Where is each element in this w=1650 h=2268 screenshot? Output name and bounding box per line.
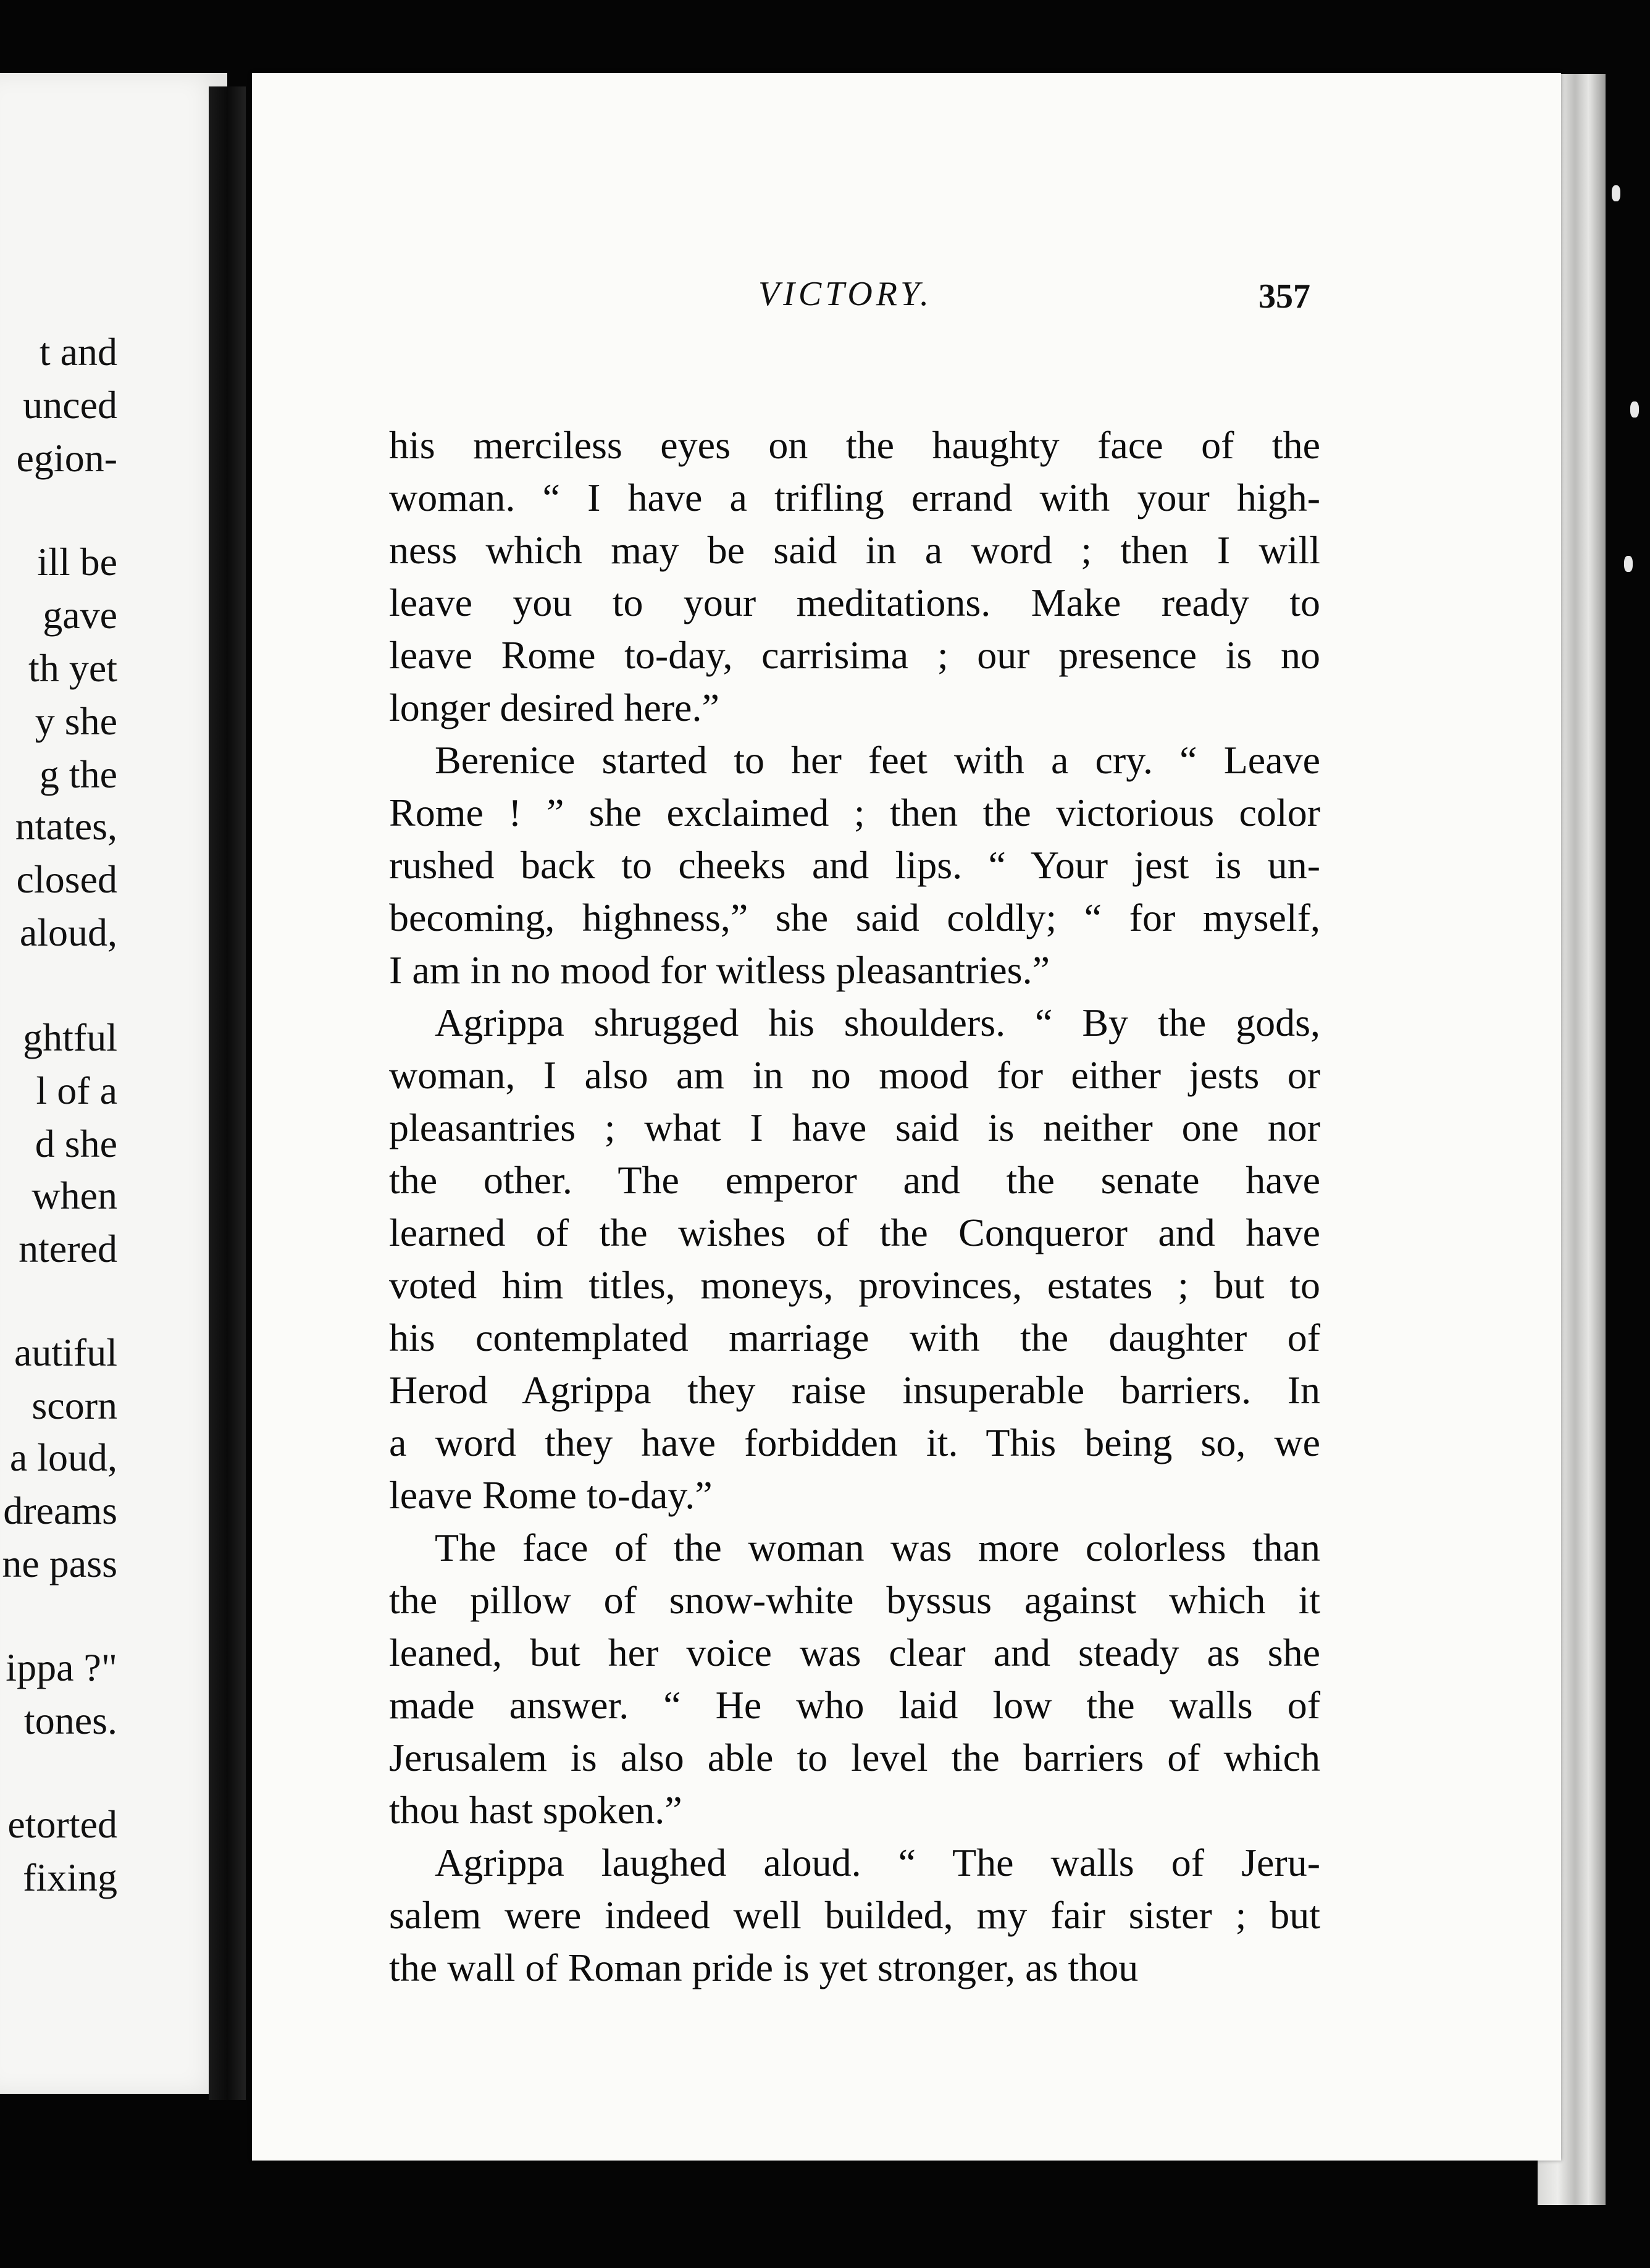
text-line: Agrippa laughed aloud. “ The walls of Jeru- (435, 1841, 1320, 1884)
body-text (389, 419, 1320, 1994)
text-line: longer desired here.” (389, 686, 719, 729)
left-page-line-fragment: th yet (28, 646, 117, 690)
left-page-line-fragment: a loud, (9, 1435, 117, 1479)
left-page-line-fragment: t and (39, 330, 117, 374)
text-line: Rome ! ” she exclaimed ; then the victorious color (389, 791, 1320, 834)
left-page-line-fragment: aloud, (19, 910, 117, 954)
text-line: I am in no mood for witless pleasantries.” (389, 948, 1050, 992)
text-line: made answer. “ He who laid low the walls of (389, 1683, 1320, 1727)
text-line: Herod Agrippa they raise insuperable barriers. In (389, 1368, 1320, 1412)
left-page-line-fragment: ippa ?" (6, 1645, 117, 1689)
left-page-line-fragment: autiful (14, 1330, 117, 1374)
book-gutter (209, 86, 246, 2100)
text-line: leave Rome to-day, carrisima ; our presence is no (389, 633, 1320, 677)
left-page-line-fragment: y she (35, 699, 117, 743)
text-line: woman. “ I have a trifling errand with your high- (389, 476, 1320, 519)
text-line: the pillow of snow-white byssus against which it (389, 1578, 1320, 1622)
left-page (0, 73, 227, 2094)
text-line: leave you to your meditations. Make ready to (389, 581, 1320, 624)
left-page-text-fragments (0, 73, 117, 2094)
left-page-line-fragment: unced (23, 383, 117, 427)
left-page-line-fragment: dreams (3, 1489, 117, 1532)
left-page-line-fragment: d she (35, 1122, 117, 1166)
running-title: VICTORY. (758, 275, 932, 313)
scan-speck (1612, 185, 1620, 201)
text-line: rushed back to cheeks and lips. “ Your jest is un- (389, 843, 1320, 887)
text-line: salem were indeed well builded, my fair sister ; but (389, 1893, 1320, 1937)
left-page-line-fragment: egion- (16, 436, 117, 480)
left-page-line-fragment: closed (16, 857, 117, 901)
page-number: 357 (1258, 277, 1310, 316)
left-page-line-fragment: tones. (23, 1699, 117, 1742)
left-page-line-fragment: gave (43, 593, 117, 637)
paragraph (389, 734, 1320, 996)
text-line: Agrippa shrugged his shoulders. “ By the gods, (435, 1001, 1320, 1044)
left-page-line-fragment: ill be (37, 540, 117, 584)
scan-speck (1630, 401, 1639, 418)
left-page-line-fragment: ghtful (23, 1015, 117, 1059)
left-page-line-fragment: l of a (36, 1069, 117, 1112)
text-line: the other. The emperor and the senate have (389, 1158, 1320, 1202)
left-page-line-fragment: fixing (23, 1855, 117, 1899)
text-line: leaned, but her voice was clear and steady as she (389, 1631, 1320, 1674)
text-line: leave Rome to-day.” (389, 1473, 713, 1517)
text-line: his merciless eyes on the haughty face of the (389, 423, 1320, 467)
left-page-line-fragment: etorted (7, 1802, 117, 1846)
text-line: a word they have forbidden it. This being so, we (389, 1421, 1320, 1464)
running-head (252, 274, 1561, 324)
text-line: ness which may be said in a word ; then I will (389, 528, 1320, 572)
text-line: the wall of Roman pride is yet stronger, as thou (389, 1946, 1139, 1989)
left-page-line-fragment: ne pass (2, 1542, 117, 1586)
scan-speck (1624, 556, 1633, 572)
text-line: Jerusalem is also able to level the barriers of which (389, 1736, 1320, 1779)
left-page-line-fragment: when (31, 1174, 117, 1217)
left-page-line-fragment: scorn (31, 1384, 117, 1427)
text-line: his contemplated marriage with the daughter of (389, 1316, 1320, 1359)
book-page (252, 73, 1561, 2161)
text-line: Berenice started to her feet with a cry. “ Leave (435, 738, 1320, 782)
paragraph (389, 419, 1320, 734)
text-line: pleasantries ; what I have said is neither one nor (389, 1106, 1320, 1149)
text-line: thou hast spoken.” (389, 1788, 682, 1832)
text-line: woman, I also am in no mood for either jests or (389, 1053, 1320, 1097)
left-page-line-fragment: ntered (19, 1227, 117, 1270)
text-line: learned of the wishes of the Conqueror and have (389, 1211, 1320, 1254)
text-line: voted him titles, moneys, provinces, estates ; but to (389, 1263, 1320, 1307)
paragraph (389, 1836, 1320, 1994)
text-line: The face of the woman was more colorless than (435, 1526, 1320, 1569)
paragraph (389, 1521, 1320, 1836)
left-page-line-fragment: g the (39, 752, 117, 796)
paragraph (389, 996, 1320, 1521)
text-line: becoming, highness,” she said coldly; “ for myself, (389, 896, 1320, 939)
left-page-line-fragment: ntates, (15, 804, 117, 848)
